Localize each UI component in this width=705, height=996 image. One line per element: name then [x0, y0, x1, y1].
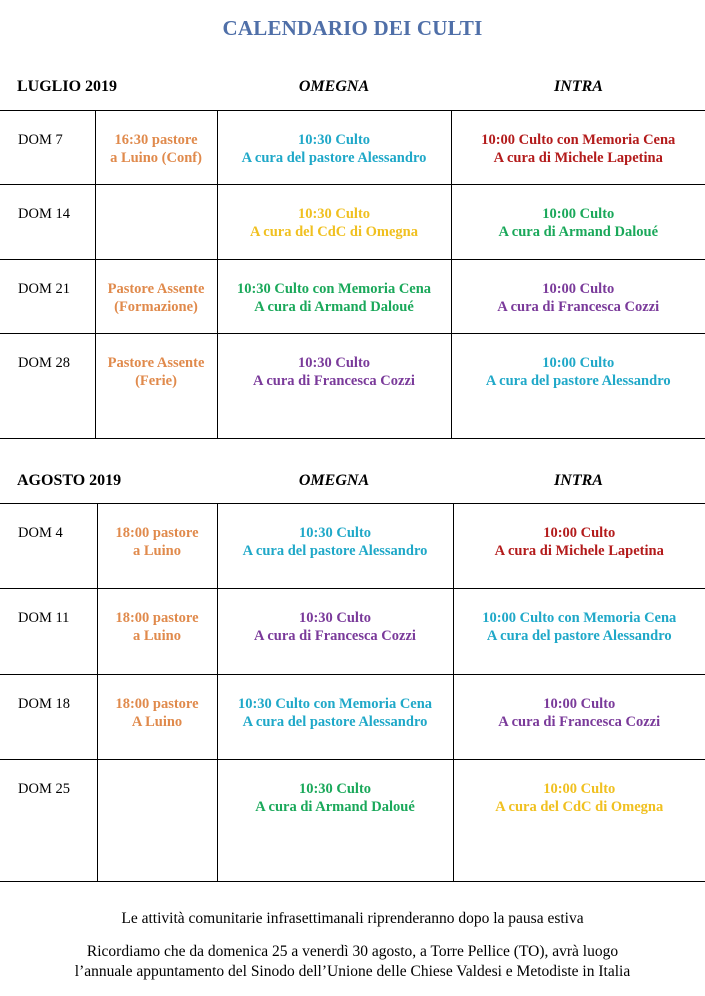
table-row [0, 675, 705, 760]
pastor-note-cell [97, 504, 217, 589]
page-title: CALENDARIO DEI CULTI [222, 16, 483, 40]
intra-cell-line: A cura di Francesca Cozzi [497, 299, 660, 315]
month-label: AGOSTO 2019 [17, 472, 122, 489]
intra-cell-line: A cura di Michele Lapetina [494, 543, 664, 559]
pastor-note-cell [97, 589, 217, 675]
intra-cell-line: 10:00 Culto con Memoria Cena [482, 610, 677, 626]
table-row [0, 589, 705, 675]
pastor-note-cell [95, 185, 217, 260]
location-header-intra: INTRA [554, 472, 603, 489]
intra-cell-line: 10:00 Culto [543, 781, 616, 797]
pastor-note-cell-line: Pastore Assente [107, 281, 205, 297]
footer-line-3: l’annuale appuntamento del Sinodo dell’Unione delle Chiese Valdesi e Metodiste in Italia [74, 963, 631, 980]
omegna-cell-line: A cura di Francesca Cozzi [253, 373, 415, 389]
omegna-cell-line: A cura di Armand Daloué [254, 299, 414, 315]
day-cell [0, 504, 97, 589]
omegna-cell-line: A cura del pastore Alessandro [242, 714, 428, 730]
omegna-cell [217, 675, 453, 760]
table-row [0, 334, 705, 439]
pastor-note-cell-line: 18:00 pastore [115, 610, 199, 626]
month-label: LUGLIO 2019 [17, 78, 118, 95]
pastor-note-cell-line: 16:30 pastore [114, 132, 198, 148]
omegna-cell-line: A cura del pastore Alessandro [241, 150, 427, 166]
intra-cell [451, 334, 705, 439]
intra-cell-line: A cura di Francesca Cozzi [498, 714, 661, 730]
pastor-note-cell-line: Pastore Assente [107, 355, 205, 371]
day-label: DOM 14 [18, 206, 70, 222]
pastor-note-cell-line: (Ferie) [135, 373, 177, 389]
pastor-note-cell [97, 760, 217, 882]
omegna-cell-line: A cura di Armand Daloué [255, 799, 415, 815]
pastor-note-cell-line: 18:00 pastore [115, 525, 199, 541]
intra-cell [451, 260, 705, 334]
section-header-luglio [0, 78, 705, 104]
intra-cell-line: A cura di Armand Daloué [498, 224, 658, 240]
intra-cell-line: A cura del CdC di Omegna [495, 799, 664, 815]
omegna-cell-line: 10:30 Culto [298, 781, 372, 797]
day-cell [0, 334, 95, 439]
intra-cell [451, 185, 705, 260]
pastor-note-cell [95, 334, 217, 439]
calendar-table-agosto [0, 503, 705, 882]
table-row [0, 260, 705, 334]
pastor-note-cell-line: A Luino [131, 714, 183, 730]
omegna-cell [217, 589, 453, 675]
omegna-cell [217, 260, 451, 334]
table-row [0, 760, 705, 882]
day-cell [0, 675, 97, 760]
omegna-cell [217, 334, 451, 439]
pastor-note-cell-line: a Luino (Conf) [110, 150, 202, 166]
location-header-intra: INTRA [554, 78, 603, 95]
intra-cell-line: 10:00 Culto [543, 696, 616, 712]
intra-cell [453, 760, 705, 882]
day-label: DOM 4 [18, 525, 63, 541]
day-cell [0, 111, 95, 185]
omegna-cell [217, 504, 453, 589]
omegna-cell-line: 10:30 Culto [297, 206, 371, 222]
section-header-agosto [0, 472, 705, 498]
intra-cell [451, 111, 705, 185]
table-row [0, 111, 705, 185]
pastor-note-cell-line: (Formazione) [114, 299, 198, 315]
location-header-omegna: OMEGNA [298, 472, 370, 489]
intra-cell-line: A cura del pastore Alessandro [486, 628, 672, 644]
day-label: DOM 21 [18, 281, 70, 297]
footer-note [0, 909, 705, 929]
day-label: DOM 25 [18, 781, 70, 797]
day-cell [0, 760, 97, 882]
table-row [0, 504, 705, 589]
omegna-cell-line: 10:30 Culto con Memoria Cena [236, 281, 432, 297]
day-label: DOM 11 [18, 610, 70, 626]
omegna-cell-line: 10:30 Culto [298, 610, 372, 626]
intra-cell [453, 589, 705, 675]
day-label: DOM 7 [18, 132, 63, 148]
day-cell [0, 185, 95, 260]
intra-cell [453, 675, 705, 760]
footer-announcement [0, 942, 705, 982]
omegna-cell [217, 760, 453, 882]
intra-cell-line: 10:00 Culto [542, 281, 615, 297]
table-row [0, 185, 705, 260]
omegna-cell-line: 10:30 Culto [298, 525, 372, 541]
day-cell [0, 589, 97, 675]
pastor-note-cell-line: a Luino [133, 543, 181, 559]
calendar-table-luglio [0, 110, 705, 439]
omegna-cell [217, 111, 451, 185]
omegna-cell-line: 10:30 Culto [297, 132, 371, 148]
intra-cell-line: 10:00 Culto con Memoria Cena [481, 132, 676, 148]
pastor-note-cell [97, 675, 217, 760]
omegna-cell [217, 185, 451, 260]
day-label: DOM 18 [18, 696, 70, 712]
location-header-omegna: OMEGNA [298, 78, 370, 95]
intra-cell-line: 10:00 Culto [542, 206, 615, 222]
omegna-cell-line: 10:30 Culto con Memoria Cena [237, 696, 433, 712]
intra-cell [453, 504, 705, 589]
pastor-note-cell-line: 18:00 pastore [115, 696, 199, 712]
intra-cell-line: 10:00 Culto [543, 525, 616, 541]
omegna-cell-line: A cura di Francesca Cozzi [254, 628, 416, 644]
omegna-cell-line: A cura del CdC di Omegna [250, 224, 418, 240]
day-cell [0, 260, 95, 334]
footer-line-1: Le attività comunitarie infrasettimanali riprenderanno dopo la pausa estiva [121, 910, 584, 927]
intra-cell-line: A cura del pastore Alessandro [485, 373, 671, 389]
intra-cell-line: 10:00 Culto [542, 355, 615, 371]
pastor-note-cell [95, 111, 217, 185]
pastor-note-cell [95, 260, 217, 334]
day-label: DOM 28 [18, 355, 70, 371]
footer-line-2: Ricordiamo che da domenica 25 a venerdì 30 agosto, a Torre Pellice (TO), avrà luogo [86, 943, 619, 960]
omegna-cell-line: 10:30 Culto [297, 355, 371, 371]
omegna-cell-line: A cura del pastore Alessandro [242, 543, 428, 559]
intra-cell-line: A cura di Michele Lapetina [493, 150, 663, 166]
pastor-note-cell-line: a Luino [133, 628, 181, 644]
